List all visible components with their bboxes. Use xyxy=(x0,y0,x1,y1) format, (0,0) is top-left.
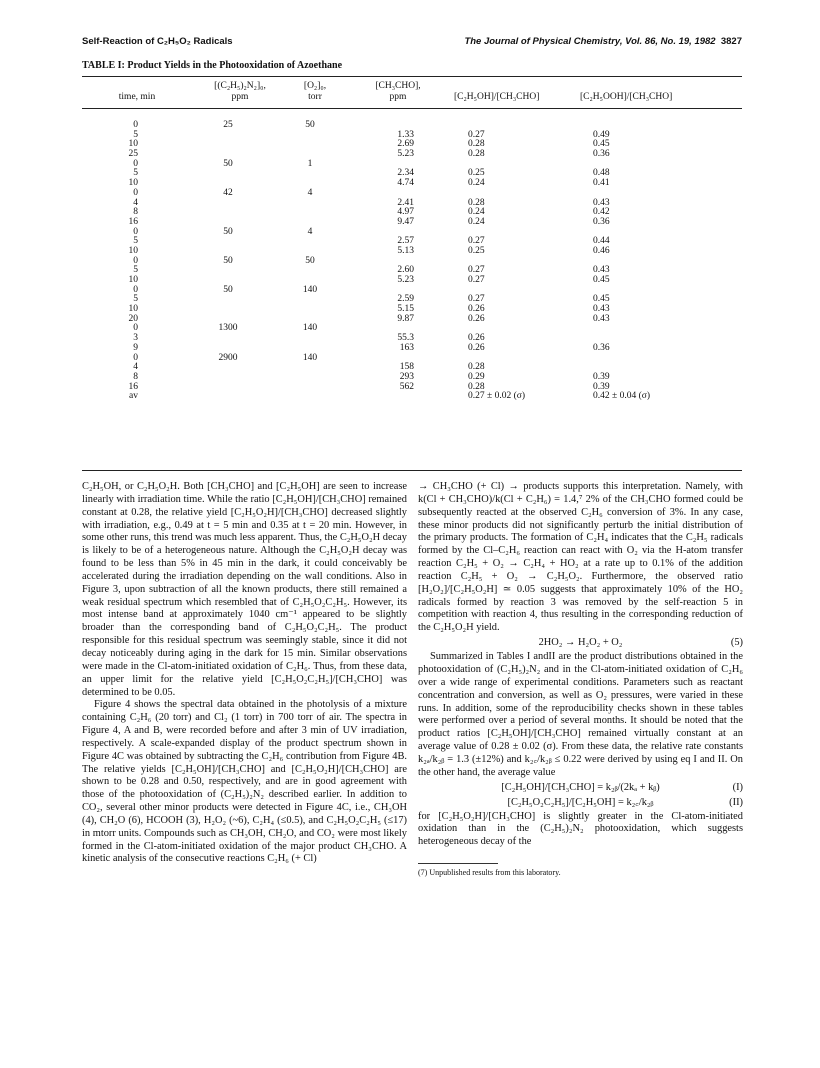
cell-ch3cho: 5.13 xyxy=(397,245,414,256)
table-row xyxy=(82,179,742,189)
table-row xyxy=(82,392,742,402)
cell-time: 10 xyxy=(128,139,138,150)
equation-5-text: 2HO₂ → H₂O₂ + O₂ xyxy=(538,637,623,649)
table-row xyxy=(82,276,742,286)
cell-ratio-hydroperoxide: 0.39 xyxy=(593,381,610,392)
cell-ratio-hydroperoxide: 0.45 xyxy=(593,139,610,150)
cell-time: 25 xyxy=(128,149,138,160)
cell-o2: 4 xyxy=(307,187,313,198)
cell-ch3cho: 158 xyxy=(399,362,414,373)
cell-ratio-ethanol: 0.26 xyxy=(468,304,485,315)
running-header xyxy=(82,36,742,50)
left-column xyxy=(82,481,407,866)
cell-ratio-ethanol: 0.24 xyxy=(468,178,485,189)
o2-header-unit: torr xyxy=(308,92,322,102)
cell-ratio-ethanol: 0.26 xyxy=(468,313,485,324)
cell-ch3cho: 2.60 xyxy=(397,265,414,276)
ch3cho-header-label: [CH₃CHO], xyxy=(375,81,421,91)
cell-ratio-hydroperoxide: 0.45 xyxy=(593,275,610,285)
cell-ch3cho: 2.34 xyxy=(397,168,414,179)
cell-time: 3 xyxy=(133,333,138,344)
cell-ratio-hydroperoxide: 0.36 xyxy=(593,342,610,353)
equation-II xyxy=(418,796,743,810)
cell-ratio-ethanol: 0.27 xyxy=(468,129,485,140)
cell-ch3cho: 4.74 xyxy=(397,178,414,189)
cell-time: 0 xyxy=(133,284,138,295)
table-row xyxy=(82,247,742,257)
cell-time: 8 xyxy=(133,371,138,382)
cell-ratio-ethanol: 0.25 xyxy=(468,168,485,179)
header-journal xyxy=(464,36,742,47)
cell-time: 0 xyxy=(133,255,138,266)
cell-ch3cho: 9.47 xyxy=(397,216,414,227)
cell-ratio-ethanol: 0.24 xyxy=(468,216,485,227)
cell-ratio-ethanol: 0.28 xyxy=(468,381,485,392)
cell-ratio-ethanol: 0.28 xyxy=(468,197,485,208)
cell-azo: 50 xyxy=(223,226,233,237)
cell-time: 10 xyxy=(128,304,138,315)
cell-azo: 25 xyxy=(223,120,233,130)
right-column xyxy=(418,481,743,878)
col-header-ratio-ethanol: [C₂H₅OH]/[CH₃CHO] xyxy=(454,92,540,102)
table-row xyxy=(82,218,742,228)
left-paragraph-2: Figure 4 shows the spectral data obtained in the photolysis of a mixture containing C₂H₆ (20 torr) and Cl₂ (1 torr) in 700 torr of air. The spectra in Figure 4, A and B, were recorded before and after 3 min of UV irradiation, respectively. A scale-expanded display of the product spectrum shown in Figure 4C was obtained by subtracting the C₂H₆ contribution from Figure 4B. The relative yields [C₂H₅OH]/[CH₃CHO] and [C₂H₅O₂H]/[CH₃CHO] are shown to be 0.28 and 0.50, respectively, and are in good agreement with those of the photooxidation of (C₂H₅)₂N₂ described earlier. In addition to CO₂, several other minor products were detected in Figure 4C, i.e., CH₃OH (4), CH₂O (6), HCOOH (3), H₂O₂ (~6), C₂H₄ (≤0.5), and C₂H₅O₂C₂H₅ (≤17) in mtorr units. Compounds such as CH₃OH, CH₂O, and CO₂ were most likely formed in the Cl-atom-initiated oxidation of the major product CH₃CHO. A kinetic analysis of the consecutive reactions C₂H₆ (+ Cl) xyxy=(82,699,407,865)
cell-ch3cho: 1.33 xyxy=(397,129,414,140)
cell-ratio-ethanol: 0.27 xyxy=(468,236,485,247)
cell-ratio-ethanol: 0.24 xyxy=(468,207,485,218)
cell-ratio-hydroperoxide: 0.43 xyxy=(593,304,610,315)
cell-ratio-hydroperoxide: 0.48 xyxy=(593,168,610,179)
cell-azo: 1300 xyxy=(218,323,238,334)
footnote-7: (7) Unpublished results from this laboratory. xyxy=(418,868,561,878)
left-paragraph-1: C₂H₅OH, or C₂H₅O₂H. Both [CH₃CHO] and [C₂H₅OH] are seen to increase linearly with irradiation time. While the ratio [C₂H₅OH]/[CH₃CHO] remained constant at 0.28, the relative yield [C₂H₅O₂H]/[CH₃CHO] decreased slightly with irradiation, e.g., 0.49 at t = 5 min and 0.35 at t = 20 min. However, in some other runs, this trend was much less apparent. Thus, the C₂H₅O₂H decay is likely to be of a heterogeneous nature. Although the C₂H₅O₂H decay was found to be less than 5% in 45 min in the dark, it could conceivably be accelerated during the irradiation depending on the wall conditions. Also in Figure 3, upon subtraction of all the known products, there still remained a weak residual spectrum which resembled that of C₂H₅O₂C₂H₅. However, its most intense band at approximately 1040 cm⁻¹ appeared to be slightly broader than the corresponding band of C₂H₅O₂C₂H₅. The product responsible for this residual spectrum was seemingly stable, since it did not decay noticeably during aging in the dark for 15 min. Similar observations were made in the Cl-atom-initiated oxidation of C₂H₆. Thus, from these data, an upper limit for the relative yield [C₂H₅O₂C₂H₅]/[CH₃CHO] was determined to be 0.05. xyxy=(82,481,407,698)
cell-ch3cho: 2.69 xyxy=(397,139,414,150)
cell-ratio-hydroperoxide: 0.42 xyxy=(593,207,610,218)
cell-ratio-hydroperoxide: 0.49 xyxy=(593,129,610,140)
cell-ratio-hydroperoxide: 0.46 xyxy=(593,245,610,256)
table-body xyxy=(82,121,742,402)
cell-o2: 140 xyxy=(302,323,318,334)
cell-ratio-ethanol: 0.27 ± 0.02 (σ) xyxy=(468,391,526,402)
col-header-o2 xyxy=(275,81,355,103)
cell-ratio-ethanol: 0.28 xyxy=(468,362,485,373)
cell-time: 9 xyxy=(133,342,138,353)
col-header-ratio-hydroperoxide: [C₂H₅OOH]/[CH₃CHO] xyxy=(580,92,673,102)
cell-time: 0 xyxy=(133,120,138,130)
cell-ch3cho: 2.57 xyxy=(397,236,414,247)
cell-time: av xyxy=(129,391,138,402)
cell-time: 10 xyxy=(128,245,138,256)
cell-ratio-hydroperoxide: 0.45 xyxy=(593,294,610,305)
cell-time: 0 xyxy=(133,158,138,169)
footnote-rule xyxy=(418,863,498,864)
cell-ratio-ethanol: 0.29 xyxy=(468,371,485,382)
cell-azo: 50 xyxy=(223,284,233,295)
cell-ch3cho: 2.41 xyxy=(397,197,414,208)
cell-ratio-ethanol: 0.27 xyxy=(468,275,485,285)
equation-5 xyxy=(418,636,743,650)
cell-azo: 42 xyxy=(223,187,233,198)
cell-azo: 50 xyxy=(223,255,233,266)
cell-ratio-hydroperoxide: 0.44 xyxy=(593,236,610,247)
equation-I-text: [C₂H₅OH]/[CH₃CHO] = k₂ᵦ/(2kₐ + kᵦ) xyxy=(501,781,660,793)
cell-time: 0 xyxy=(133,323,138,334)
ch3cho-header-unit: ppm xyxy=(389,92,407,102)
cell-ratio-hydroperoxide: 0.36 xyxy=(593,149,610,160)
cell-time: 5 xyxy=(133,129,138,140)
cell-time: 16 xyxy=(128,381,138,392)
page-number: 3827 xyxy=(720,36,742,47)
o2-header-label: [O₂]₀, xyxy=(303,81,327,91)
cell-ratio-hydroperoxide: 0.36 xyxy=(593,216,610,227)
azo-header-unit: ppm xyxy=(231,92,249,102)
cell-o2: 50 xyxy=(305,120,315,130)
cell-ch3cho: 5.23 xyxy=(397,275,414,285)
cell-ratio-ethanol: 0.27 xyxy=(468,265,485,276)
cell-ch3cho: 562 xyxy=(399,381,414,392)
col-header-time: time, min xyxy=(118,92,156,102)
right-paragraph-1: → CH₃CHO (+ Cl) → products supports this interpretation. Namely, with k(Cl + CH₃CHO)/k(Cl + C₂H₆) = 1.4,⁷ 2% of the CH₃CHO formed could be subsequently reacted at the observed C₂H₆ conversion of 3%. In any case, these minor products did not significantly perturb the initial distribution of the primary products. The formation of C₂H₄ indicates that the C₂H₅ radicals formed by the Cl–C₂H₆ reaction can react with O₂ via the H-atom transfer reaction C₂H₅ + O₂ → C₂H₄ + HO₂ at a rate up to 0.1% of the addition reaction C₂H₅ + O₂ → C₂H₅O₂. Furthermore, the observed ratio [H₂O₂]/[C₂H₅O₂H] ≃ 0.05 suggests that approximately 10% of the HO₂ radicals formed by reaction 3 was removed by the self-reaction 5 in competition with reaction 4, thus resulting in the corresponding reduction of the C₂H₅O₂H yield. xyxy=(418,481,743,634)
cell-time: 5 xyxy=(133,236,138,247)
cell-time: 0 xyxy=(133,187,138,198)
table-top-rule xyxy=(82,76,742,77)
header-title: Self-Reaction of C₂H₅O₂ Radicals xyxy=(82,36,233,47)
cell-ch3cho: 293 xyxy=(399,371,414,382)
cell-ratio-hydroperoxide: 0.39 xyxy=(593,371,610,382)
cell-ratio-hydroperoxide: 0.42 ± 0.04 (σ) xyxy=(593,391,651,402)
table-header-rule xyxy=(82,108,742,109)
right-paragraph-3: for [C₂H₅O₂H]/[CH₃CHO] is slightly greater in the Cl-atom-initiated oxidation than in the (C₂H₅)₂N₂ photooxidation, which suggests heterogeneous decay of the xyxy=(418,810,743,848)
cell-time: 4 xyxy=(133,197,138,208)
cell-o2: 50 xyxy=(305,255,315,266)
azo-header-label: [(C₂H₅)₂N₂]₀, xyxy=(214,81,266,91)
cell-ch3cho: 163 xyxy=(399,342,414,353)
cell-ratio-hydroperoxide: 0.41 xyxy=(593,178,610,189)
cell-ch3cho: 2.59 xyxy=(397,294,414,305)
cell-azo: 50 xyxy=(223,158,233,169)
table-row xyxy=(82,150,742,160)
equation-II-text: [C₂H₅O₂C₂H₅]/[C₂H₅OH] = k₂꜀/k₂ᵦ xyxy=(507,796,654,808)
cell-ch3cho: 5.23 xyxy=(397,149,414,160)
table-caption: TABLE I: Product Yields in the Photooxidation of Azoethane xyxy=(82,60,343,71)
cell-ch3cho: 55.3 xyxy=(397,333,414,344)
equation-I-number: (I) xyxy=(732,781,743,793)
cell-ratio-hydroperoxide: 0.43 xyxy=(593,265,610,276)
equation-II-number: (II) xyxy=(729,796,743,808)
col-header-ch3cho xyxy=(348,81,448,103)
cell-ratio-ethanol: 0.25 xyxy=(468,245,485,256)
cell-ratio-ethanol: 0.28 xyxy=(468,149,485,160)
cell-time: 10 xyxy=(128,178,138,189)
equation-I xyxy=(418,781,743,795)
cell-ratio-ethanol: 0.26 xyxy=(468,333,485,344)
equation-5-number: (5) xyxy=(730,637,743,649)
cell-ratio-ethanol: 0.28 xyxy=(468,139,485,150)
cell-time: 4 xyxy=(133,362,138,373)
cell-azo: 2900 xyxy=(218,352,238,363)
cell-time: 5 xyxy=(133,265,138,276)
table-row xyxy=(82,344,742,354)
col-header-azo xyxy=(192,81,288,103)
cell-ch3cho: 4.97 xyxy=(397,207,414,218)
cell-o2: 140 xyxy=(302,352,318,363)
cell-time: 0 xyxy=(133,352,138,363)
cell-ch3cho: 9.87 xyxy=(397,313,414,324)
cell-time: 10 xyxy=(128,275,138,285)
cell-time: 5 xyxy=(133,168,138,179)
cell-time: 0 xyxy=(133,226,138,237)
right-paragraph-2: Summarized in Tables I andII are the product distributions obtained in the photooxidation of (C₂H₅)₂N₂ and in the Cl-atom-initiated oxidation of C₂H₆ over a wide range of experimental conditions. Parameters such as reactant concentration and conversion, as well as O₂ pressures, were varied in these runs. In addition, some of the reproducibility checks shown in these tables were performed over a period of several months. It should be noted that the product ratios [C₂H₅OH]/[CH₃CHO] remained virtually constant at an average value of 0.28 ± 0.02 (σ). From these data, the relative rate constants k₂ₐ/k₂ᵦ = 1.3 (±12%) and k₂꜀/k₂ᵦ ≤ 0.22 were derived by using eq I and II. On the other hand, the average value xyxy=(418,651,743,778)
cell-time: 8 xyxy=(133,207,138,218)
cell-time: 16 xyxy=(128,216,138,227)
cell-o2: 4 xyxy=(307,226,313,237)
cell-ratio-ethanol: 0.26 xyxy=(468,342,485,353)
cell-ratio-hydroperoxide: 0.43 xyxy=(593,313,610,324)
cell-ch3cho: 5.15 xyxy=(397,304,414,315)
cell-o2: 1 xyxy=(307,158,313,169)
cell-time: 20 xyxy=(128,313,138,324)
cell-ratio-hydroperoxide: 0.43 xyxy=(593,197,610,208)
cell-ratio-ethanol: 0.27 xyxy=(468,294,485,305)
journal-citation: The Journal of Physical Chemistry, Vol. 86, No. 19, 1982 xyxy=(464,36,716,47)
cell-time: 5 xyxy=(133,294,138,305)
cell-o2: 140 xyxy=(302,284,318,295)
table-row xyxy=(82,315,742,325)
table-bottom-rule xyxy=(82,470,742,471)
